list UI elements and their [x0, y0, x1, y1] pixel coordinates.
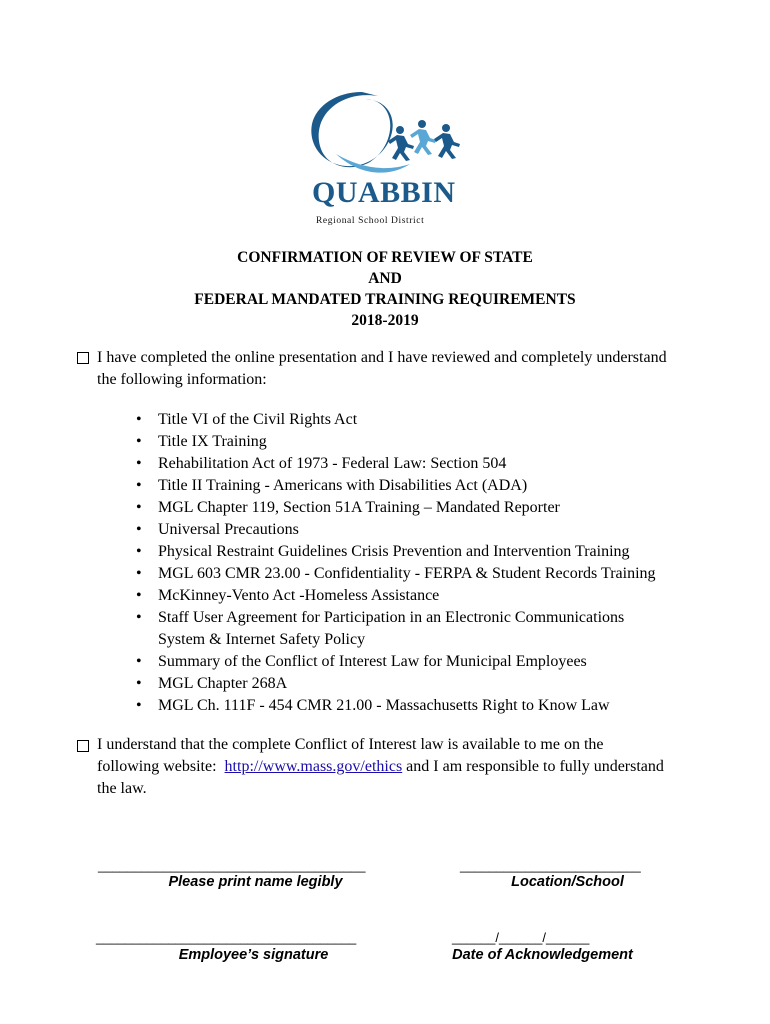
list-item: • MGL Ch. 111F - 454 CMR 21.00 - Massachusetts Right to Know Law — [132, 695, 732, 717]
signature-line[interactable]: ____________________________________ — [96, 930, 357, 945]
title-line-1: CONFIRMATION OF REVIEW OF STATE — [237, 249, 533, 266]
logo-q-tail — [336, 154, 410, 173]
statement-conflict-law — [97, 734, 737, 800]
title-line-4: 2018-2019 — [351, 312, 419, 329]
statement-conflict-suffix: and I am responsible to fully understand — [406, 758, 664, 775]
location-line[interactable]: _________________________ — [460, 858, 641, 873]
list-item: • MGL Chapter 268A — [132, 673, 732, 695]
logo-subtitle: Regional School District — [316, 216, 425, 226]
list-item — [132, 607, 732, 651]
district-logo — [300, 88, 480, 233]
statement-completed — [97, 347, 737, 391]
list-item: • Summary of the Conflict of Interest Law for Municipal Employees — [132, 651, 732, 673]
date-label: Date of Acknowledgement — [452, 947, 633, 963]
list-item: • Universal Precautions — [132, 519, 732, 541]
signature-label: Employee’s signature — [178, 947, 329, 963]
training-list — [132, 409, 732, 717]
list-item: • Physical Restraint Guidelines Crisis Prevention and Intervention Training — [132, 541, 732, 563]
statement-completed-line-2: the following information: — [97, 371, 267, 388]
logo-wordmark: QUABBIN — [312, 176, 456, 209]
title-line-3: FEDERAL MANDATED TRAINING REQUIREMENTS — [194, 291, 576, 308]
running-children-icon — [388, 120, 460, 161]
list-item: • Title II Training - Americans with Disabilities Act (ADA) — [132, 475, 732, 497]
conflict-law-checkbox[interactable] — [77, 740, 89, 752]
logo-q-swoosh — [311, 92, 392, 167]
list-item-line-2: System & Internet Safety Policy — [158, 631, 366, 648]
name-line[interactable]: _____________________________________ — [98, 858, 366, 873]
statement-conflict-prefix: following website: — [97, 758, 217, 775]
ethics-website-link[interactable]: http://www.mass.gov/ethics — [224, 758, 403, 775]
list-item: • Rehabilitation Act of 1973 - Federal Law: Section 504 — [132, 453, 732, 475]
list-item: • MGL Chapter 119, Section 51A Training – Mandated Reporter — [132, 497, 732, 519]
statement-conflict-line-2 — [97, 756, 737, 778]
completed-presentation-checkbox[interactable] — [77, 352, 89, 364]
date-line[interactable]: ______/______/______ — [452, 930, 590, 945]
name-label: Please print name legibly — [168, 874, 343, 890]
statement-completed-line-1: I have completed the online presentation and I have reviewed and completely understand — [97, 349, 667, 366]
list-item: • Title IX Training — [132, 431, 732, 453]
list-item: • McKinney-Vento Act -Homeless Assistance — [132, 585, 732, 607]
document-title — [0, 247, 770, 331]
statement-conflict-line-1: I understand that the complete Conflict of Interest law is available to me on the — [97, 736, 604, 753]
location-label: Location/School — [511, 874, 624, 890]
list-item: • MGL 603 CMR 23.00 - Confidentiality - FERPA & Student Records Training — [132, 563, 732, 585]
statement-conflict-line-3: the law. — [97, 780, 147, 797]
title-line-2: AND — [368, 270, 402, 287]
list-item-line-1: Staff User Agreement for Participation in an Electronic Communications — [158, 609, 625, 626]
list-item: • Title VI of the Civil Rights Act — [132, 409, 732, 431]
